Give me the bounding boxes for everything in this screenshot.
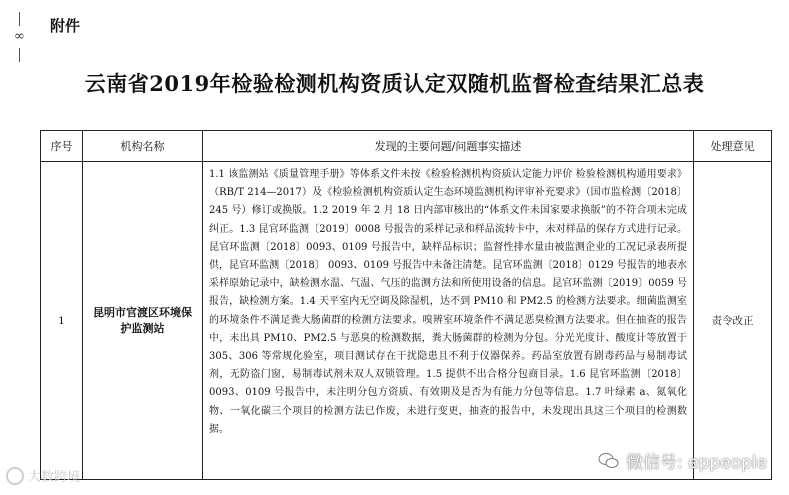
watermark-right-text: 微信号: eppeople: [625, 453, 767, 473]
row-org-name: 昆明市官渡区环境保护监测站: [83, 162, 203, 480]
row-description: 1.1 该监测站《质量管理手册》等体系文件未按《检验检测机构资质认定能力评价 检验检测机构通用要求》（RB/T 214—2017）及《检验检测机构资质认定生态环境监测机构评审补充要求》（国市监检测〔2018〕245 号）修订或换版。1.2 2019 年 2 月 18 日内部审核出的“体系文件未国家要求换版”的不符合项未完成纠正。1.3 昆官环监测〔2019〕0008 号报告的采样记录和样品流转卡中，未对样品的保存方式进行记录。昆官环监测〔2018〕0093、0109 号报告中，缺样品标识；监督性排水量由被监测企业的工况记录表所提供，昆官环监测〔2018〕 0093、0109 号报告中未备注清楚。昆官环监测〔2018〕0129 号报告的地表水采样原始记录中，缺检测水温、气温、气压的监测方法和所使用设备的信息。昆官环监测〔2019〕0059 号报告，缺检测方案。1.4 天平室内无空调及除湿机，达不到 PM10 和 PM2.5 的检测方法要求。细菌监测室的环境条件不满足粪大肠菌群的检测方法要求。嗅辨室环境条件不满足恶臭检测方法要求。但在抽查的报告中，未出具 PM10、PM2.5 与恶臭的检测数据，粪大肠菌群的检测为分包。分光光度计、酸度计等放置于 305、306 等常规化验室，项目测试存在干扰隐患且不利于仪器保养。药品室放置有剧毒药品与易制毒试剂，无防盗门窗，易制毒试剂未双人双锁管理。1.5 提供不出合格分包商目录。1.6 昆官环监测〔2018〕0093、0109 号报告中，未注明分包方资质、有效期及是否为有能力分包等信息。1.7 叶绿素 a、氮氧化物、一氧化碳三个项目的检测方法已作废，未进行变更，抽查的报告中，未发现出具这三个项目的检测数据。: [203, 162, 694, 480]
watermark-left-text: 大数跨境: [28, 470, 81, 485]
header-org-name: 机构名称: [83, 131, 203, 162]
document-title: 云南省2019年检验检测机构资质认定双随机监督检查结果汇总表: [84, 71, 705, 96]
table-row: [41, 162, 772, 480]
wechat-icon: [598, 452, 620, 470]
table-header-row: [41, 131, 772, 162]
row-seq: 1: [41, 162, 83, 480]
side-mark-number: ∞: [14, 29, 25, 44]
results-table: [40, 130, 772, 480]
header-action: 处理意见: [694, 131, 772, 162]
header-description: 发现的主要问题/问题事实描述: [203, 131, 694, 162]
attachment-label: 附件: [50, 17, 81, 35]
row-action: 责令改正: [694, 162, 772, 480]
watermark-left: [6, 466, 80, 485]
watermark-logo-icon: [6, 467, 24, 485]
header-seq: 序号: [41, 131, 83, 162]
side-mark-line-top: [19, 12, 20, 26]
watermark-right: [598, 448, 767, 473]
side-mark-line-bottom: [19, 48, 20, 62]
